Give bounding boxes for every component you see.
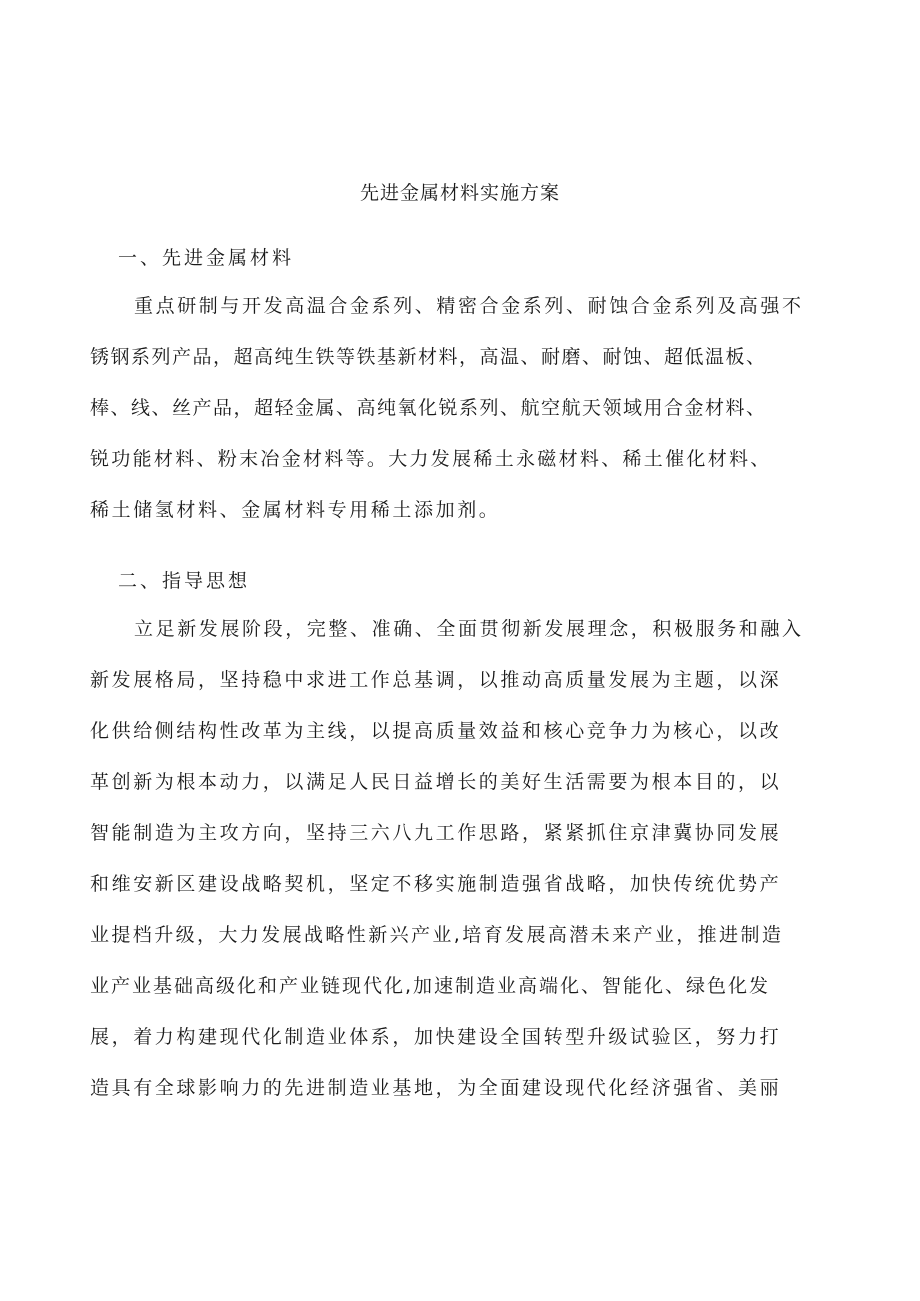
paragraph-line: 化供给侧结构性改革为主线，以提高质量效益和核心竞争力为核心，以改 [90, 720, 782, 742]
paragraph-line: 业产业基础高级化和产业链现代化,加速制造业高端化、智能化、绿色化发 [90, 975, 771, 997]
document-title: 先进金属材料实施方案 [359, 182, 560, 204]
paragraph-line: 新发展格局，坚持稳中求进工作总基调，以推动高质量发展为主题，以深 [90, 669, 782, 691]
section-heading: 二、指导思想 [118, 570, 251, 592]
paragraph-line: 业提档升级，大力发展战略性新兴产业,培育发展高潜未来产业，推进制造 [90, 924, 784, 946]
paragraph-line: 和维安新区建设战略契机，坚定不移实施制造强省战略，加快传统优势产 [90, 873, 782, 895]
paragraph-line: 棒、线、丝产品，超轻金属、高纯氧化锐系列、航空航天领域用合金材料、 [90, 397, 767, 419]
paragraph-line: 重点研制与开发高温合金系列、精密合金系列、耐蚀合金系列及高强不 [134, 295, 804, 317]
paragraph-line: 展，着力构建现代化制造业体系，加快建设全国转型升级试验区，努力打 [90, 1026, 782, 1048]
paragraph-line: 锈钢系列产品，超高纯生铁等铁基新材料，高温、耐磨、耐蚀、超低温板、 [90, 346, 767, 368]
paragraph-line: 智能制造为主攻方向，坚持三六八九工作思路，紧紧抓住京津冀协同发展 [90, 822, 782, 844]
paragraph-line: 稀土储氢材料、金属材料专用稀土添加剂。 [90, 499, 501, 521]
paragraph-line: 造具有全球影响力的先进制造业基地，为全面建设现代化经济强省、美丽 [90, 1077, 782, 1099]
paragraph-line: 锐功能材料、粉末冶金材料等。大力发展稀土永磁材料、稀土催化材料、 [90, 448, 772, 470]
paragraph-line: 革创新为根本动力，以满足人民日益增长的美好生活需要为根本目的，以 [90, 771, 782, 793]
section-heading: 一、先进金属材料 [118, 247, 295, 269]
paragraph-line: 立足新发展阶段，完整、准确、全面贯彻新发展理念，积极服务和融入 [134, 618, 804, 640]
